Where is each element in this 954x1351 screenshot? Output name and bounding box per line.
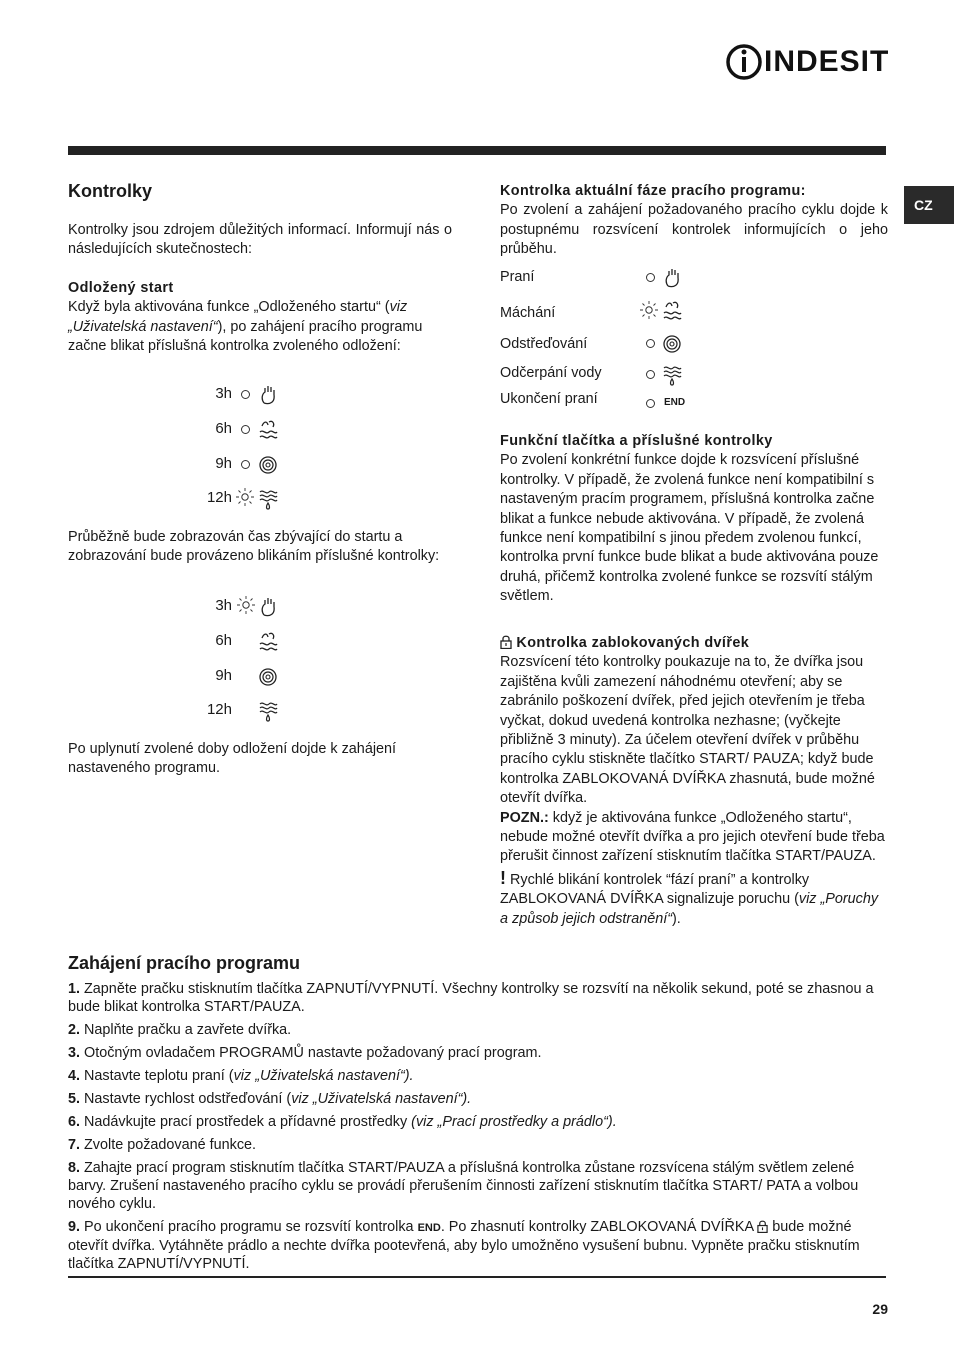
wash-hand-icon [662,266,682,288]
delay-label-12h: 12h [206,701,232,718]
blinking-indicator-icon [639,300,659,320]
page-number: 29 [872,1301,888,1317]
header-rule [68,146,886,155]
delay-label-3h: 3h [215,385,232,402]
drain-icon [258,700,278,722]
rinse-icon [662,299,682,321]
phase-row-odstredovani: Odstřeďování [500,333,700,359]
countdown-text: Průběžně bude zobrazován čas zbývající do startu a zobrazování bude provázeno blikáním příslušné kontrolky: [68,529,440,565]
phase-row-machani: Máchání [500,302,700,328]
phase-heading: Kontrolka aktuální fáze pracího programu: [500,183,806,199]
function-heading: Funkční tlačítka a příslušné kontrolky [500,433,773,449]
note-text: POZN.: když je aktivována funkce „Odloženého startu“, nebude možné otevřít dvířka a pro jejich otevření bude třeba přerušit činnost zařízení stisknutím tlačítka START/PAUZA. [500,809,885,865]
end-indicator-label: END [417,1222,441,1234]
phase-row-odcerpani: Odčerpání vody [500,362,700,388]
indicator-dot [241,425,250,434]
logo-wordmark: INDESIT [764,45,890,78]
padlock-icon [757,1219,768,1233]
indicator-dot [646,399,655,408]
list-item: 2. Naplňte pračku a zavřete dvířka. [68,1022,292,1038]
steps-list [68,980,886,1278]
delay-label-6h: 6h [215,632,232,649]
language-tab: CZ [904,186,954,224]
rinse-icon [258,630,278,652]
lock-heading: Kontrolka zablokovaných dvířek [500,634,888,653]
function-section [500,432,888,607]
list-item: 7. Zvolte požadované funkce. [68,1137,257,1153]
spin-icon [258,666,278,688]
phase-row-prani: Praní [500,266,700,292]
delay-text: Když byla aktivována funkce „Odloženého startu“ (viz „Uživatelská nastavení“), po zahájení pracího programu začne blikat příslušná kontrolka zvoleného odložení: [68,299,423,355]
lock-text: Rozsvícení této kontrolky poukazuje na to, že dvířka jsou zajištěna kvůli zamezení náhodnému otevření; aby se zabránilo poškození dvířek, před jejich otevřením je třeba vyčkat, dokud uvedená kontrolka nezhasne; (vyčkejte přibližně 3 minuty). Za účelem otevření dvířek v průběhu pracího cyklu stiskněte tlačítko START/ PAUZA; když bude kontrolka ZABLOKOVANÁ DVÍŘKA zhasnutá, bude možné otevřít dvířka. [500,654,875,807]
delay-label-9h: 9h [215,455,232,472]
phase-section [500,182,888,260]
delay-indicators-2 [200,592,290,732]
end-indicator-label: END [664,397,686,408]
footer-rule [68,1276,886,1278]
list-item: 1. Zapněte pračku stisknutím tlačítka ZAPNUTÍ/VYPNUTÍ. Všechny kontrolky se rozsvítí na několik sekund, poté se zhasnou a bude blikat kontrolka START/PAUZA. [68,981,874,1015]
logo-mark-icon [726,40,762,84]
delay-label-9h: 9h [215,667,232,684]
drain-icon [662,364,682,386]
section-title-zahajeni: Zahájení pracího programu [68,953,301,973]
wash-hand-icon [258,595,278,617]
delay-label-3h: 3h [215,597,232,614]
warning-mark-icon: ! [500,867,506,888]
indicator-dot [241,460,250,469]
indesit-logo [726,40,888,84]
phase-row-ukonceni: Ukončení praní END [500,391,686,408]
blinking-indicator-icon [236,595,256,615]
padlock-icon [500,634,512,649]
delay-indicators-1 [200,380,290,520]
indicator-dot [646,370,655,379]
delay-label-12h: 12h [206,489,232,506]
section-title-kontrolky: Kontrolky [68,181,153,201]
after-delay-text: Po uplynutí zvolené doby odložení dojde k zahájení nastaveného programu. [68,741,397,777]
list-item: 8. Zahajte prací program stisknutím tlačítka START/PAUZA a příslušná kontrolka zůstane rozsvícena stálým světlem zelené barvy. Zrušení nastaveného pracího cyklu se provádí přerušením činnosti zařízení stisknutím tlačítka START/ PATA a volbou nového cyklu. [68,1160,859,1212]
phase-text: Po zvolení a zahájení požadovaného pracího cyklu dojde k postupnému rozsvícení kontrolek informujících o jeho průběhu. [500,202,888,258]
list-item: 5. Nastavte rychlost odstřeďování (viz „Uživatelská nastavení“). [68,1091,472,1107]
rinse-icon [258,418,278,440]
indicator-dot [241,390,250,399]
spin-icon [662,333,682,355]
list-item: 9. Po ukončení pracího programu se rozsvítí kontrolka END. Po zhasnutí kontrolky ZABLOKOVANÁ DVÍŘKA bude možné otevřít dvířka. Vytáhněte prádlo a nechte dvířka pootevřená, aby bylo umožněno vysušení bubnu. Vypněte pračku stisknutím tlačítka ZAPNUTÍ/VYPNUTÍ. [68,1219,860,1272]
indicator-dot [646,273,655,282]
list-item: 4. Nastavte teplotu praní (viz „Uživatelská nastavení“). [68,1068,414,1084]
wash-hand-icon [258,383,278,405]
list-item: 3. Otočným ovladačem PROGRAMŮ nastavte požadovaný prací program. [68,1045,542,1061]
indicator-dot [646,339,655,348]
warning-text: ! Rychlé blikání kontrolek “fází praní” a kontrolky ZABLOKOVANÁ DVÍŘKA signalizuje poruchu (viz „Poruchy a způsob jejich odstranění“). [500,867,879,927]
spin-icon [258,454,278,476]
blinking-indicator-icon [235,487,255,507]
lock-section [500,634,888,929]
delay-heading: Odložený start [68,280,174,296]
drain-icon [258,488,278,510]
delay-section [68,279,452,357]
delay-label-6h: 6h [215,420,232,437]
list-item: 6. Nadávkujte prací prostředek a přídavné prostředky (viz „Prací prostředky a prádlo“). [68,1114,617,1130]
function-text: Po zvolení konkrétní funkce dojde k rozsvícení příslušné kontrolky. V případě, že zvolená funkce není kompatibilní s nastaveným pracím programem, příslušná kontrolka začne blikat a funkce nebude aktivována. V případě, že zvolená funkce není kompatibilní s jinou předem zvolenou funkcí, kontrolka první funkce bude blikat a bude aktivována pouze druhá, přičemž kontrolka zvolené funkce se rozsvítí stálým světlem. [500,452,879,605]
intro-text: Kontrolky jsou zdrojem důležitých informací. Informují nás o následujících skutečnostech: [68,222,452,258]
